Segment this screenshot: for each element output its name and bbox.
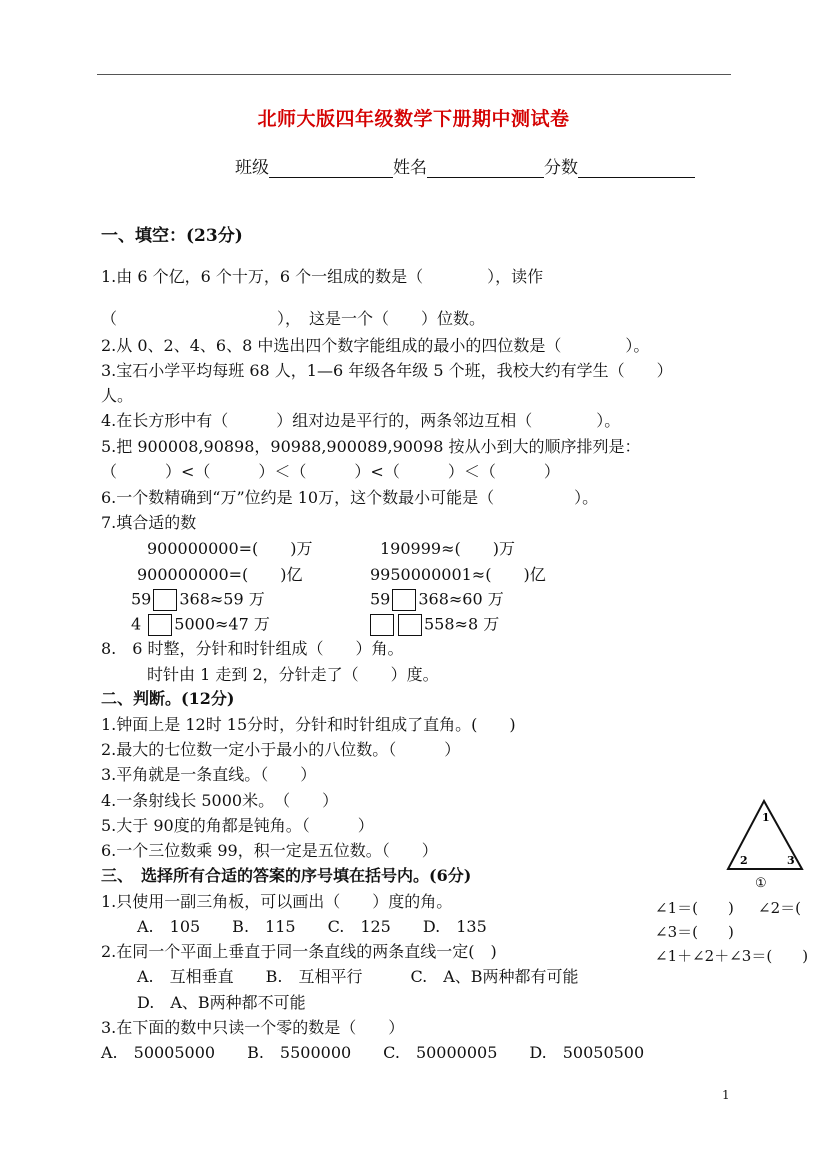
q2: 2.从 0、2、4、6、8 中选出四个数字能组成的最小的四位数是（ ）。 — [101, 336, 650, 355]
angle-blank-1: ∠1＝( ) — [655, 899, 734, 917]
s2-item: 6.一个三位数乘 99，积一定是五位数。（ ） — [101, 841, 438, 860]
digit-box[interactable] — [153, 589, 177, 611]
s3-q2-options-b: D. A、B两种都不可能 — [137, 993, 306, 1012]
angle-blank-2: ∠2＝( — [758, 899, 801, 917]
class-field[interactable] — [269, 161, 393, 178]
q4: 4.在长方形中有（ ）组对边是平行的，两条邻边互相（ ）。 — [101, 411, 621, 430]
section1-heading: 一、填空：(23分) — [101, 226, 243, 246]
digit-box[interactable] — [370, 614, 394, 636]
triangle-figure — [724, 796, 806, 892]
q7-r1b: 190999≈( )万 — [380, 539, 515, 558]
s3-q3-options: A. 50005000 B. 5500000 C. 50000005 D. 50050500 — [101, 1043, 645, 1062]
name-field[interactable] — [427, 161, 544, 178]
q3-line1: 3.宝石小学平均每班 68 人，1—6 年级各年级 5 个班，我校大约有学生（ ） — [101, 361, 673, 380]
q8-line2: 时针由 1 走到 2，分针走了（ ）度。 — [147, 665, 439, 684]
section2-heading: 二、判断。(12分) — [101, 689, 235, 708]
angle-blank-3: ∠3＝( ) — [655, 923, 734, 941]
class-label: 班级 — [235, 158, 269, 178]
page-title: 北师大版四年级数学下册期中测试卷 — [257, 108, 570, 130]
q5-line2: （ ）<（ ）＜（ ）<（ ）＜（ ） — [101, 462, 560, 481]
q7-r4a: 4 5000≈47 万 — [131, 614, 270, 636]
s2-item: 2.最大的七位数一定小于最小的八位数。（ ） — [101, 740, 461, 759]
angle-3-label: 3 — [787, 854, 795, 867]
q3-line2: 人。 — [101, 386, 134, 405]
score-field[interactable] — [578, 161, 695, 178]
s2-item: 1.钟面上是 12时 15分时，分针和时针组成了直角。( ) — [101, 715, 516, 734]
q8-line1: 8. 6 时整，分针和时针组成（ ）角。 — [101, 639, 404, 658]
s3-q2: 2.在同一个平面上垂直于同一条直线的两条直线一定( ) — [101, 942, 497, 961]
angle-1-label: 1 — [762, 811, 770, 824]
name-label: 姓名 — [393, 158, 427, 178]
page-number: 1 — [722, 1088, 730, 1102]
s3-q3: 3.在下面的数中只读一个零的数是（ ） — [101, 1018, 405, 1037]
angle-sum: ∠1＋∠2＋∠3＝( ) — [655, 947, 809, 965]
q7-r1a: 900000000=( )万 — [147, 539, 313, 558]
digit-box[interactable] — [398, 614, 422, 636]
digit-box[interactable] — [148, 614, 172, 636]
s3-q2-options-a: A. 互相垂直 B. 互相平行 C. A、B两种都有可能 — [137, 967, 579, 986]
figure-number: ① — [755, 876, 767, 891]
s2-item: 5.大于 90度的角都是钝角。（ ） — [101, 816, 374, 835]
header-rule — [97, 74, 731, 75]
q5-line1: 5.把 900008,90898，90988,900089,90098 按从小到大的顺序排列是： — [101, 437, 641, 456]
q7: 7.填合适的数 — [101, 513, 197, 532]
s3-q1-options: A. 105 B. 115 C. 125 D. 135 — [137, 917, 487, 936]
s3-q1: 1.只使用一副三角板，可以画出（ ）度的角。 — [101, 892, 453, 911]
q6: 6.一个数精确到“万”位约是 10万，这个数最小可能是（ ）。 — [101, 488, 599, 507]
section3-heading: 三、 选择所有合适的答案的序号填在括号内。(6分) — [101, 866, 472, 885]
score-label: 分数 — [544, 158, 578, 178]
student-info-line — [235, 158, 695, 178]
s2-item: 4.一条射线长 5000米。 （ ） — [101, 791, 339, 810]
s2-item: 3.平角就是一条直线。（ ） — [101, 765, 317, 784]
q7-r2b: 9950000001≈( )亿 — [370, 565, 546, 584]
q1-line1: 1.由 6 个亿，6 个十万，6 个一组成的数是（ ），读作 — [101, 267, 544, 286]
q7-r3b: 59 368≈60 万 — [370, 589, 504, 611]
digit-box[interactable] — [392, 589, 416, 611]
q7-r3a: 59 368≈59 万 — [131, 589, 265, 611]
q1-line2: （ ）， 这是一个（ ）位数。 — [101, 309, 486, 328]
q7-r4b: 558≈8 万 — [368, 614, 499, 636]
angle-2-label: 2 — [740, 854, 748, 867]
q7-r2a: 900000000=( )亿 — [137, 565, 303, 584]
